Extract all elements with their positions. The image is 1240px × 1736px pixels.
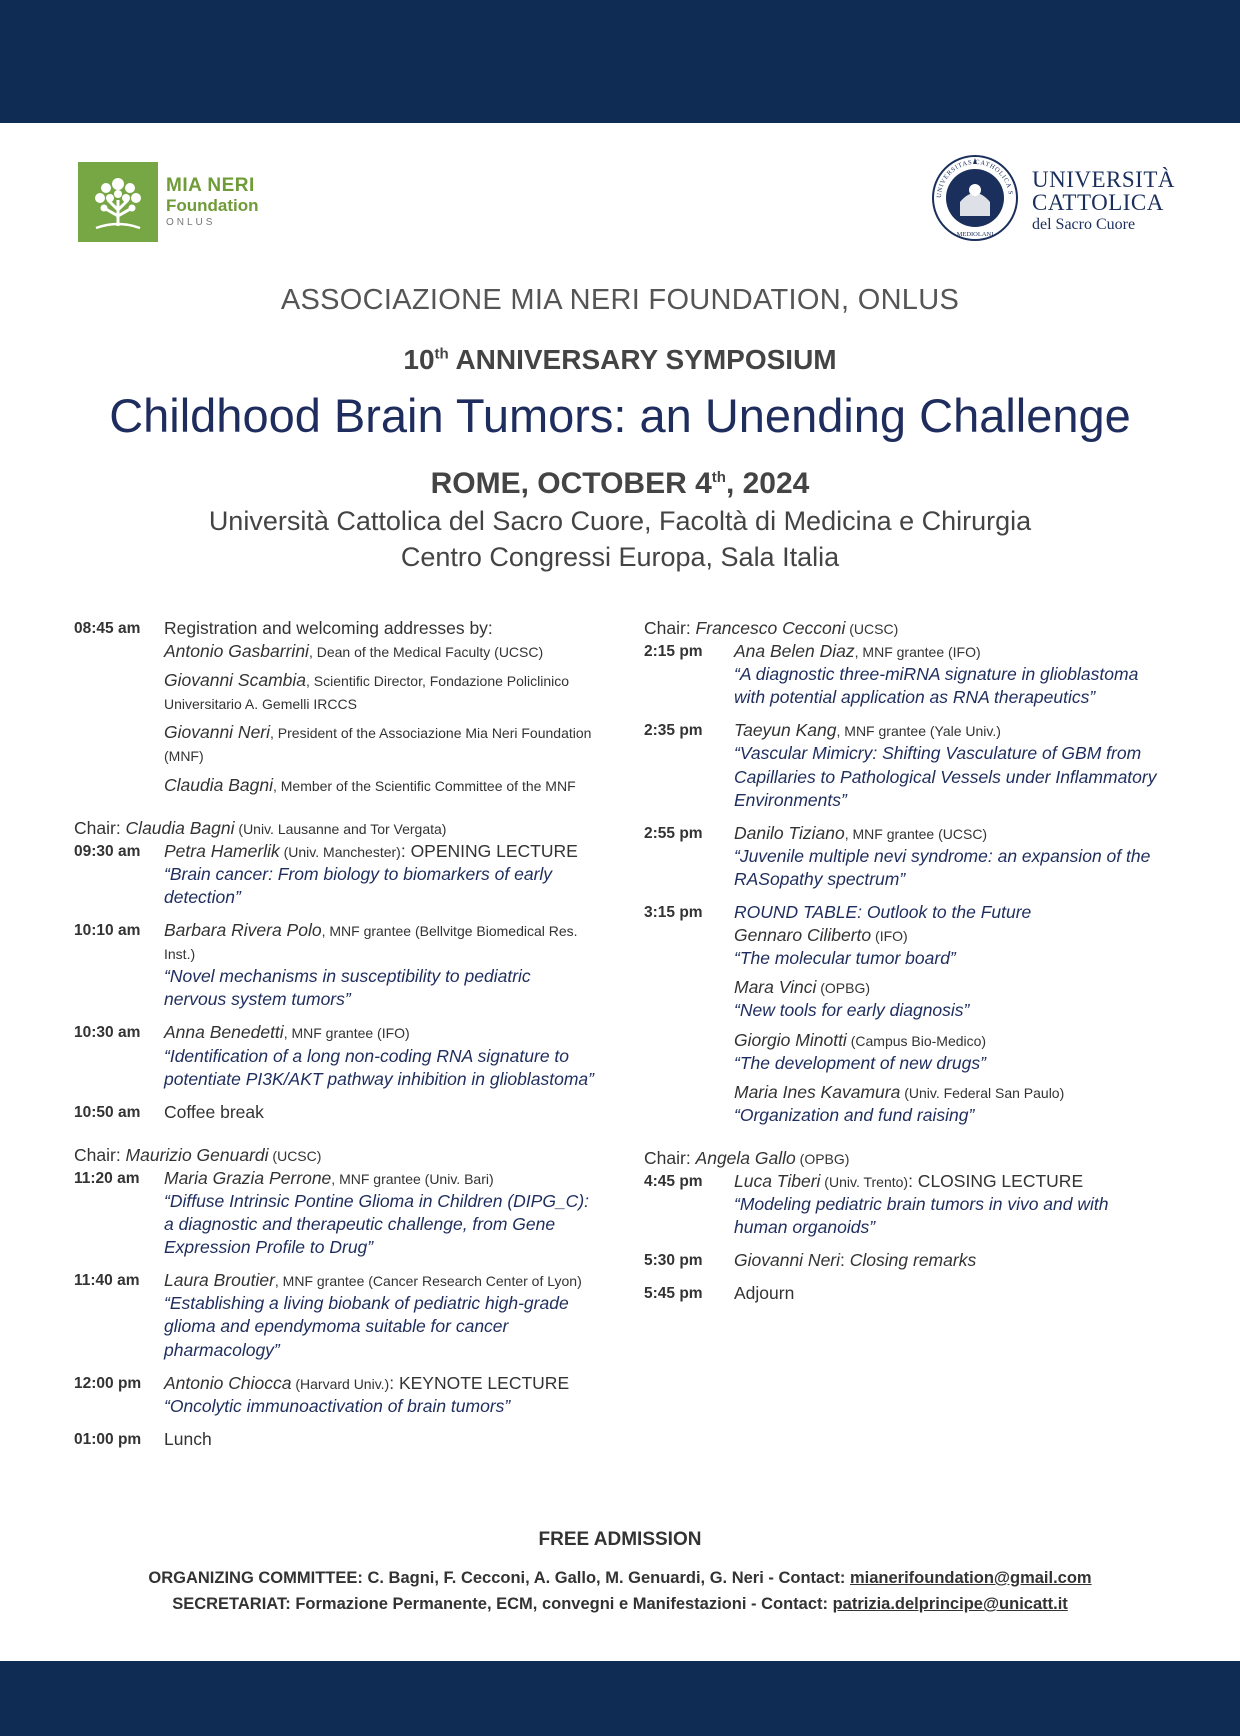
bottom-band — [0, 1661, 1240, 1736]
symposium-title: Childhood Brain Tumors: an Unending Challenge — [109, 389, 1131, 442]
organizer-email-link[interactable]: mianerifoundation@gmail.com — [849, 1569, 1092, 1587]
mia-neri-logo-line2: Foundation — [166, 196, 259, 215]
venue-line-2: Centro Congressi Europa, Sala Italia — [400, 542, 840, 572]
talk-title: “Identification of a long non-coding RNA signature to potentiate PI3K/AKT pathway inhibition in glioblastoma” — [164, 1045, 594, 1089]
welcomer: Giovanni Neri, President of the Associazione Mia Neri Foundation (MNF) — [164, 722, 592, 765]
program-time: 2:55 pm — [644, 824, 703, 842]
mia-neri-logo-line3: ONLUS — [166, 217, 216, 228]
round-table-entry: Mara Vinci (OPBG) “New tools for early diagnosis” — [734, 977, 970, 1021]
free-admission: FREE ADMISSION — [538, 1529, 702, 1550]
round-table-entry: Giorgio Minotti (Campus Bio-Medico) “The development of new drugs” — [734, 1029, 987, 1073]
program-time: 10:30 am — [74, 1024, 141, 1042]
program-item — [74, 1428, 594, 1451]
talk-title: “Oncolytic immunoactivation of brain tumors” — [164, 1395, 511, 1416]
cattolica-logo-line1: UNIVERSITÀ — [1032, 167, 1175, 192]
welcome-text: Registration and welcoming addresses by: — [164, 618, 493, 638]
talk-title: “Diffuse Intrinsic Pontine Glioma in Children (DIPG_C): a diagnostic and therapeutic challenge, from Gene Expression Profile to Drug” — [164, 1190, 590, 1258]
program-item — [644, 901, 1164, 1127]
symposium-heading: 10th ANNIVERSARY SYMPOSIUM — [403, 344, 837, 375]
program-time: 5:30 pm — [644, 1252, 703, 1270]
program-right-column — [644, 617, 1164, 1305]
secretariat: SECRETARIAT: Formazione Permanente, ECM, convegni e Manifestazioni - Contact: patrizia.delprincipe@unicatt.it — [172, 1595, 1068, 1613]
talk-title: “Vascular Mimicry: Shifting Vasculature of GBM from Capillaries to Pathological Vessels under Inflammatory Environments” — [734, 743, 1157, 810]
program-item: 11:20 am Maria Grazia Perrone, MNF grantee (Univ. Bari) “Diffuse Intrinsic Pontine Glioma in Children (DIPG_C): a diagnostic and therapeutic challenge, from Gene Expression Profile to Drug” — [74, 1167, 594, 1259]
talk-title: “Juvenile multiple nevi syndrome: an expansion of the RASopathy spectrum” — [734, 845, 1151, 889]
welcomer: Giovanni Scambia, Scientific Director, Fondazione Policlinico Universitario A. Gemelli IRCCS — [164, 670, 570, 713]
session-chair: Chair: Angela Gallo (OPBG) — [644, 1147, 850, 1168]
program-left-column — [74, 617, 594, 1451]
coffee-break: Coffee break — [164, 1101, 264, 1122]
session-chair: Chair: Francesco Cecconi (UCSC) — [644, 618, 899, 638]
program-time: 09:30 am — [74, 842, 141, 860]
university-seal-icon — [930, 150, 1020, 251]
top-band — [0, 0, 1240, 123]
program-item: 11:40 am Laura Broutier, MNF grantee (Cancer Research Center of Lyon) “Establishing a living biobank of pediatric high-grade glioma and ependymoma suitable for cancer pharmacology” — [74, 1269, 594, 1361]
organizing-committee: ORGANIZING COMMITTEE: C. Bagni, F. Cecconi, A. Gallo, M. Genuardi, G. Neri - Contact: mianerifoundation@gmail.com — [148, 1569, 1092, 1587]
round-table-entry: Gennaro Ciliberto (IFO) “The molecular tumor board” — [734, 925, 956, 969]
program-item: 10:30 am Anna Benedetti, MNF grantee (IFO) “Identification of a long non-coding RNA signature to potentiate PI3K/AKT pathway inhibition in glioblastoma” — [74, 1021, 594, 1090]
program-time: 01:00 pm — [74, 1430, 142, 1448]
program-time: 12:00 pm — [74, 1374, 142, 1392]
talk-title: “Establishing a living biobank of pediatric high-grade glioma and ependymoma suitable for cancer pharmacology” — [164, 1293, 569, 1360]
program-item: 2:35 pm Taeyun Kang, MNF grantee (Yale Univ.) “Vascular Mimicry: Shifting Vasculature of GBM from Capillaries to Pathological Vessels under Inflammatory Environments” — [644, 719, 1164, 811]
program-item: 5:30 pm Giovanni Neri: Closing remarks — [644, 1249, 1164, 1272]
round-table-title: ROUND TABLE: Outlook to the Future — [734, 902, 1032, 923]
talk-title: “A diagnostic three-miRNA signature in glioblastoma with potential application as RNA therapeutics” — [734, 664, 1139, 708]
talk-title: “Novel mechanisms in susceptibility to pediatric nervous system tumors” — [164, 966, 531, 1010]
program-item — [74, 617, 594, 797]
program-time: 11:40 am — [74, 1272, 140, 1290]
program-time: 10:50 am — [74, 1103, 141, 1121]
venue-line-1: Università Cattolica del Sacro Cuore, Facoltà di Medicina e Chirurgia — [208, 506, 1032, 536]
program-time: 2:15 pm — [644, 643, 703, 661]
program-time: 10:10 am — [74, 922, 141, 940]
svg-text:MEDIOLANI: MEDIOLANI — [956, 231, 994, 238]
event-date: ROME, OCTOBER 4th, 2024 — [430, 467, 810, 500]
talk-title: “Modeling pediatric brain tumors in vivo and with human organoids” — [734, 1194, 1109, 1238]
program-item: 12:00 pm Antonio Chiocca (Harvard Univ.): KEYNOTE LECTURE “Oncolytic immunoactivation of brain tumors” — [74, 1372, 594, 1418]
program-item — [644, 1282, 1164, 1305]
mia-neri-logo — [78, 162, 259, 242]
program-time: 11:20 am — [74, 1169, 140, 1187]
program-item: 10:10 am Barbara Rivera Polo, MNF grantee (Bellvitge Biomedical Res. Inst.) “Novel mechanisms in susceptibility to pediatric nervous system tumors” — [74, 919, 594, 1011]
program-time: 5:45 pm — [644, 1285, 703, 1303]
talk-title: “Brain cancer: From biology to biomarkers of early detection” — [164, 863, 553, 907]
program-item: 2:15 pm Ana Belen Diaz, MNF grantee (IFO) “A diagnostic three-miRNA signature in glioblastoma with potential application as RNA therapeutics” — [644, 640, 1164, 709]
program-item: 09:30 am Petra Hamerlik (Univ. Manchester): OPENING LECTURE “Brain cancer: From biology to biomarkers of early detection” — [74, 840, 594, 909]
program-item: 2:55 pm Danilo Tiziano, MNF grantee (UCSC) “Juvenile multiple nevi syndrome: an expansion of the RASopathy spectrum” — [644, 822, 1164, 891]
cattolica-logo-line3: del Sacro Cuore — [1032, 216, 1136, 233]
program-time: 4:45 pm — [644, 1172, 703, 1190]
association-name: ASSOCIAZIONE MIA NERI FOUNDATION, ONLUS — [280, 284, 960, 316]
program-time: 08:45 am — [74, 620, 141, 637]
program-item: 4:45 pm Luca Tiberi (Univ. Trento): CLOSING LECTURE “Modeling pediatric brain tumors in vivo and with human organoids” — [644, 1170, 1164, 1239]
adjourn: Adjourn — [734, 1283, 795, 1304]
round-table-entry: Maria Ines Kavamura (Univ. Federal San Paulo) “Organization and fund raising” — [734, 1081, 1065, 1125]
cattolica-logo-line2: CATTOLICA — [1032, 190, 1164, 215]
session-chair: Chair: Claudia Bagni (Univ. Lausanne and Tor Vergata) — [74, 817, 447, 838]
program-time: 3:15 pm — [644, 904, 703, 922]
mia-neri-logo-line1: MIA NERI — [166, 175, 255, 196]
svg-text:UNIVERSITAS CATHOLICA SACRI CO: UNIVERSITAS CATHOLICA S — [935, 158, 1014, 199]
program-time: 2:35 pm — [644, 722, 703, 740]
lunch: Lunch — [164, 1428, 212, 1449]
secretariat-email-link[interactable]: patrizia.delprincipe@unicatt.it — [832, 1595, 1068, 1613]
session-chair: Chair: Maurizio Genuardi (UCSC) — [74, 1144, 322, 1165]
program-item — [74, 1101, 594, 1124]
tree-icon — [78, 162, 158, 242]
welcomer: Antonio Gasbarrini, Dean of the Medical Faculty (UCSC) — [164, 641, 544, 662]
cattolica-logo — [930, 150, 1175, 251]
welcomer: Claudia Bagni, Member of the Scientific Committee of the MNF — [164, 774, 576, 795]
